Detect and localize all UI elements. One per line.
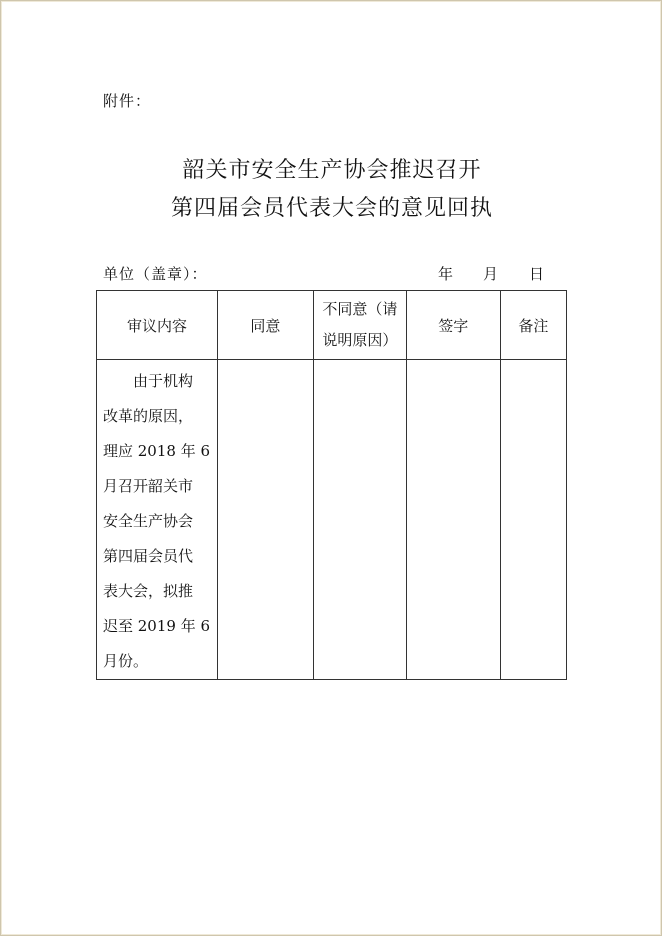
header-signature: 签字 <box>406 291 500 360</box>
disagree-cell <box>313 360 406 680</box>
header-content: 审议内容 <box>97 291 218 360</box>
date-year-label: 年 <box>438 265 454 283</box>
date-month-label: 月 <box>483 265 499 283</box>
date-day-label: 日 <box>529 265 545 283</box>
content-line: 月份。 <box>103 652 149 670</box>
document-title-line1: 韶关市安全生产协会推迟召开 <box>182 158 482 183</box>
content-line: 由于机构 <box>133 372 194 390</box>
header-disagree-line1: 不同意（请 <box>322 300 398 318</box>
content-line: 第四届会员代 <box>103 547 194 565</box>
content-line: 安全生产协会 <box>103 512 194 530</box>
table-row <box>97 360 567 680</box>
content-line: 表大会，拟推 <box>103 582 194 600</box>
content-cell <box>97 360 218 680</box>
content-line: 改革的原因， <box>103 407 194 425</box>
signature-cell <box>406 360 500 680</box>
document-title-line2: 第四届会员代表大会的意见回执 <box>170 196 493 221</box>
header-agree: 同意 <box>217 291 313 360</box>
header-disagree <box>313 291 406 360</box>
header-remarks: 备注 <box>500 291 566 360</box>
unit-stamp-label: 单位（盖章）： <box>103 265 208 283</box>
opinion-reply-table <box>96 290 567 680</box>
table-header-row <box>97 291 567 360</box>
content-line: 迟至 2019 年 6 <box>103 617 211 635</box>
content-line: 理应 2018 年 6 <box>103 442 211 460</box>
agree-cell <box>217 360 313 680</box>
attachment-label: 附件： <box>103 92 152 110</box>
content-line: 月召开韶关市 <box>103 477 194 495</box>
header-disagree-line2: 说明原因） <box>322 331 398 349</box>
remarks-cell <box>500 360 566 680</box>
